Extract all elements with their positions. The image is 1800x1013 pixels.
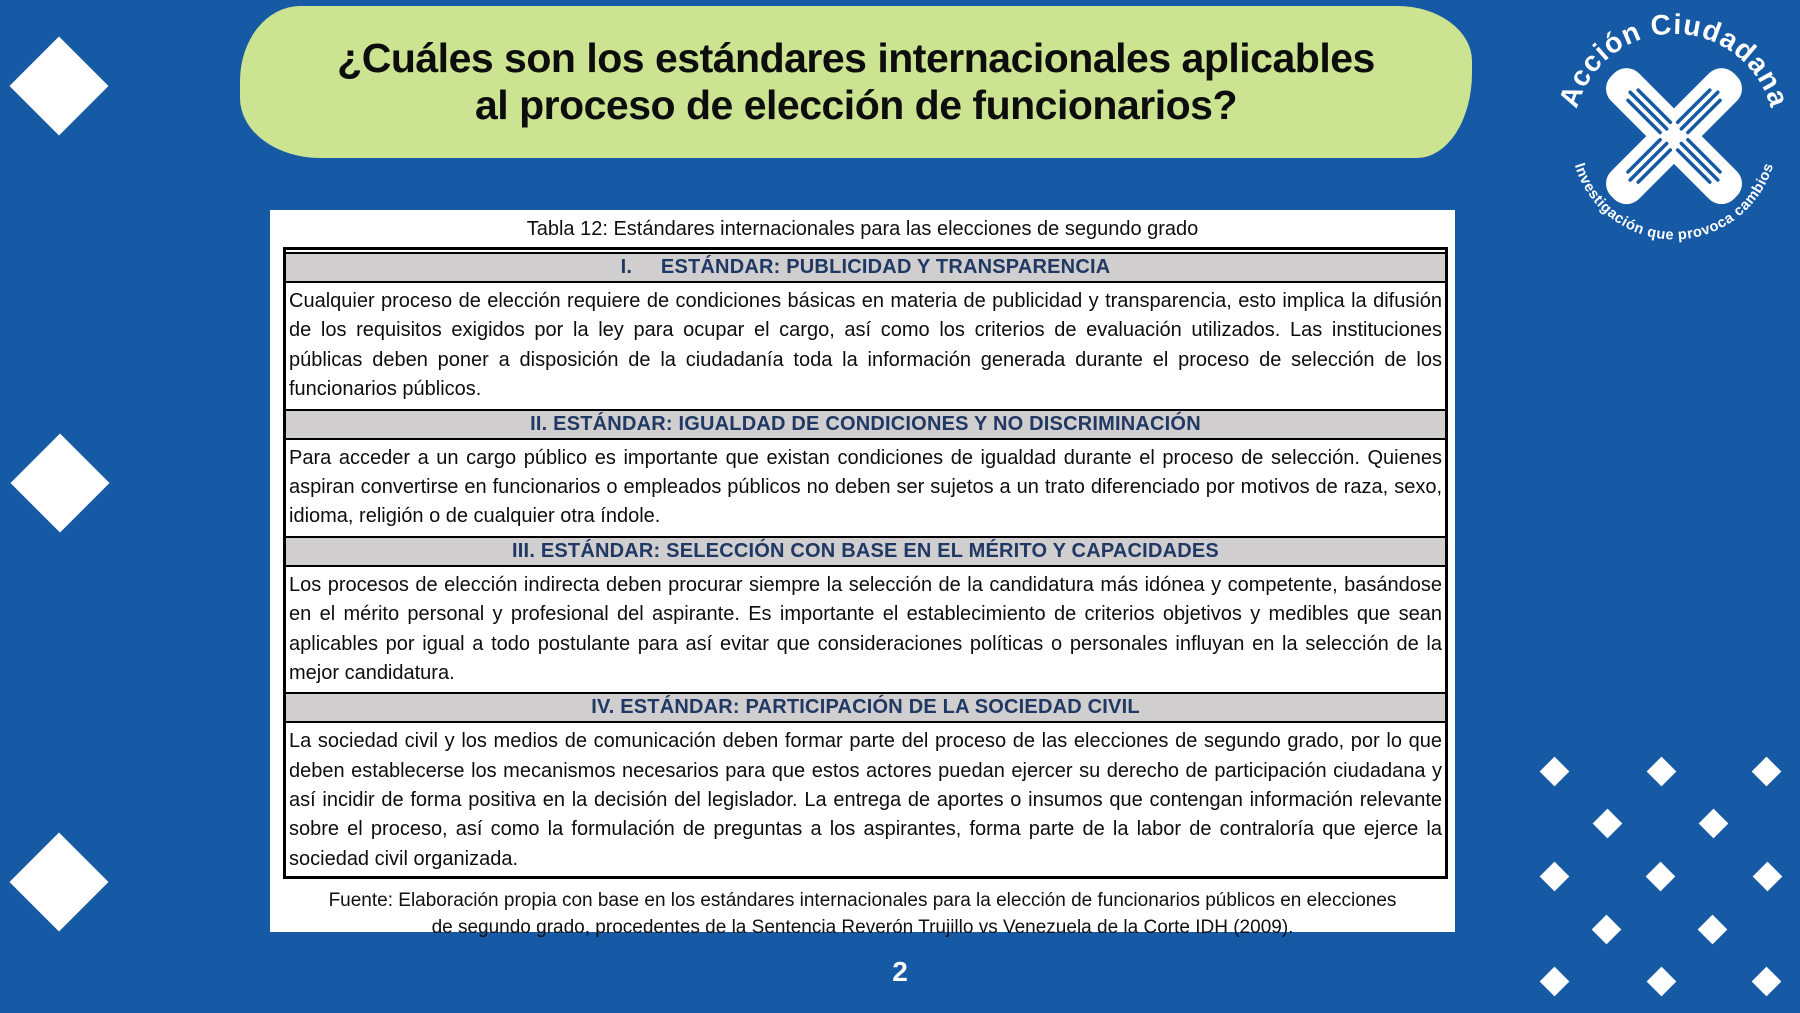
diamond-decoration xyxy=(1752,757,1782,787)
section-1-header: I. ESTÁNDAR: PUBLICIDAD Y TRANSPARENCIA xyxy=(286,252,1445,283)
table-caption: Tabla 12: Estándares internacionales para las elecciones de segundo grado xyxy=(526,218,1199,240)
diamond-decoration xyxy=(1593,809,1623,839)
diamond-decoration xyxy=(1646,862,1676,892)
diamond-decoration xyxy=(11,434,110,533)
logo-arc-top-text: Acción Ciudadana xyxy=(1552,8,1796,112)
section-3-body: Los procesos de elección indirecta deben procurar siempre la selección de la candidatura más idónea y competente, basándose en el mérito personal y profesional del aspirante. Es importante el establecimiento de criterios objetivos y medibles que sean aplicables por igual a todo postulante para así evitar que consideraciones políticas o personales influyan en la selección de la mejor candidatura. xyxy=(289,573,1442,684)
table-section-header-row xyxy=(286,250,1445,285)
diamond-decoration xyxy=(1647,757,1677,787)
section-4-header: IV. ESTÁNDAR: PARTICIPACIÓN DE LA SOCIEDAD CIVIL xyxy=(286,692,1445,723)
diamond-decoration xyxy=(10,37,109,136)
section-1-body: Cualquier proceso de elección requiere de condiciones básicas en materia de publicidad y transparencia, esto implica la difusión de los requisitos exigidos por la ley para ocupar el cargo, así como los criterios de evaluación utilizados. Las instituciones públicas deben poner a disposición de la ciudadanía toda la información generada durante el proceso de selección de los funcionarios públicos. xyxy=(289,290,1442,401)
standards-table xyxy=(283,247,1448,879)
table-section-header-row xyxy=(286,534,1445,569)
crossed-hands-icon xyxy=(1599,61,1750,212)
logo-arc-bottom-text: Investigación que provoca cambios xyxy=(1570,161,1778,244)
slide-title-line-1: ¿Cuáles son los estándares internacionales aplicables xyxy=(337,35,1375,82)
table-section-header-row xyxy=(286,407,1445,442)
diamond-decoration xyxy=(1540,757,1570,787)
section-2-body: Para acceder a un cargo público es importante que existan condiciones de igualdad durante el proceso de selección. Quienes aspiran convertirse en funcionarios o empleados públicos no deben ser sujetos a un trato diferenciado por motivos de raza, sexo, idioma, religión o de cualquier otra índole. xyxy=(289,446,1442,528)
table-source-note: Fuente: Elaboración propia con base en los estándares internacionales para la elección de funcionarios públicos en elecciones de segundo grado, procedentes de la Sentencia Reverón Trujillo vs Venezuela de la Corte IDH (2009). xyxy=(328,890,1397,939)
section-2-header: II. ESTÁNDAR: IGUALDAD DE CONDICIONES Y NO DISCRIMINACIÓN xyxy=(286,409,1445,440)
table-section-header-row xyxy=(286,690,1445,725)
slide-title-line-2: al proceso de elección de funcionarios? xyxy=(475,82,1237,128)
table-panel xyxy=(270,210,1455,939)
section-3-header: III. ESTÁNDAR: SELECCIÓN CON BASE EN EL MÉRITO Y CAPACIDADES xyxy=(286,536,1445,567)
diamond-decoration xyxy=(1540,862,1570,892)
diamond-decoration xyxy=(1592,915,1622,945)
title-banner xyxy=(240,6,1472,158)
accion-ciudadana-logo xyxy=(1550,8,1798,256)
section-4-body: La sociedad civil y los medios de comunicación deben formar parte del proceso de las elecciones de segundo grado, por lo que deben establecerse los mecanismos necesarios para que estos actores puedan ejercer su derecho de participación ciudadana y así incidir de forma positiva en la decisión del legislador. La entrega de aportes o insumos que contengan información relevante sobre el proceso, así como la formulación de preguntas a los aspirantes, forma parte de la labor de contraloría que ejerce la sociedad civil organizada. xyxy=(289,730,1442,870)
diamond-decoration xyxy=(1753,862,1783,892)
page-number: 2 xyxy=(892,956,908,987)
diamond-decoration xyxy=(1699,809,1729,839)
diamond-decoration xyxy=(1698,915,1728,945)
diamond-decoration xyxy=(10,833,109,932)
